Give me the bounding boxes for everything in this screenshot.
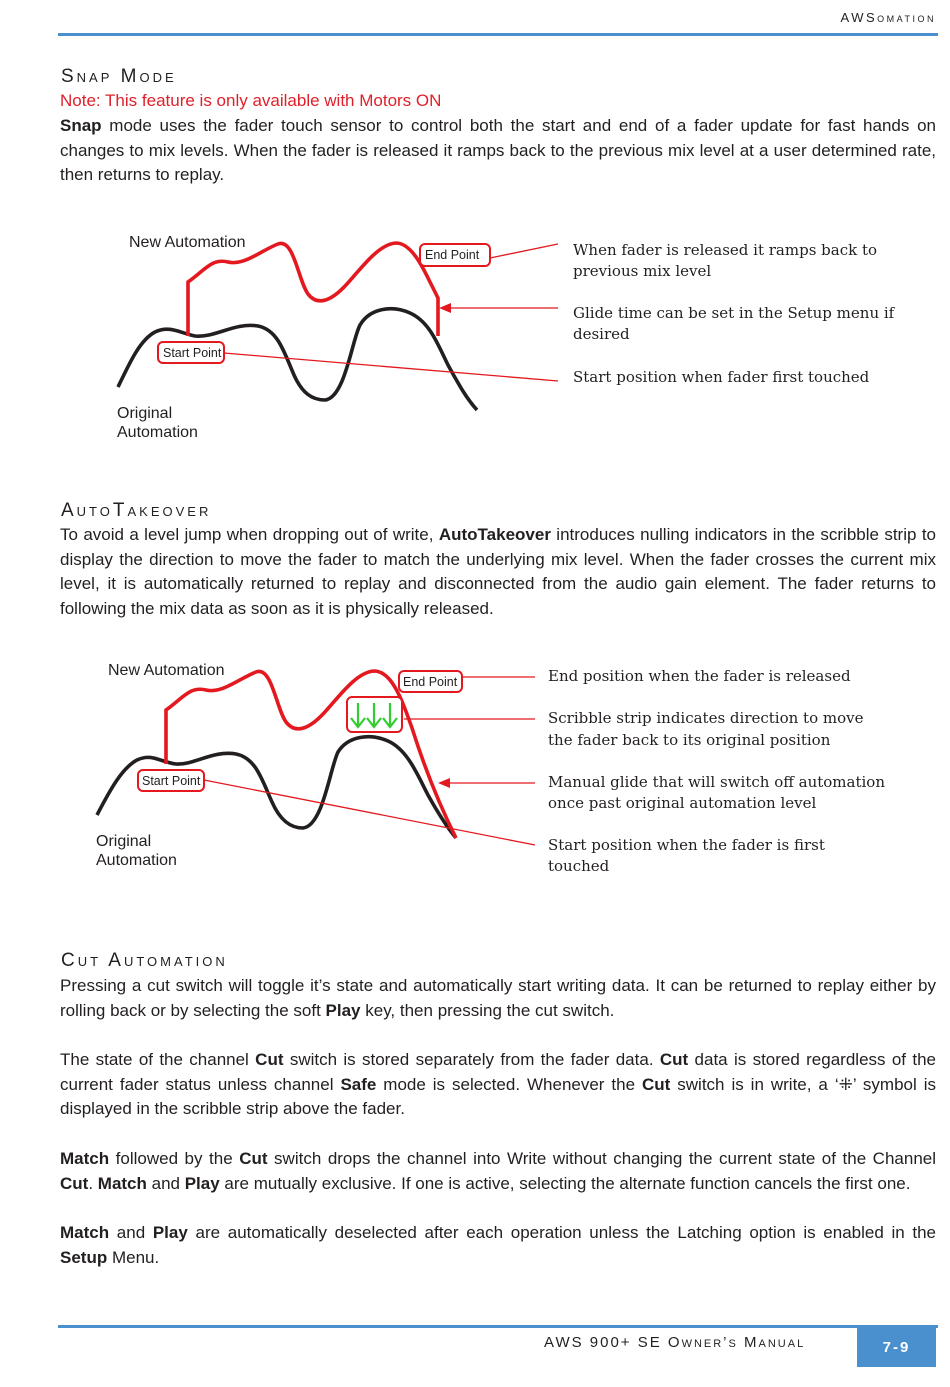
snap-callout-2a: Glide time can be set in the Setup menu if <box>573 304 895 322</box>
snap-callout-3: Start position when fader first touched <box>573 368 870 386</box>
snap-original-label-2: Automation <box>117 424 198 441</box>
snap-original-label-1: Original <box>117 405 173 422</box>
autotakeover-callout-4b: touched <box>548 857 610 875</box>
cut-p3-a: Match <box>60 1149 110 1168</box>
header-rule <box>58 33 938 36</box>
cut-p3-e: Cut <box>60 1173 89 1193</box>
autotakeover-start-point-label: Start Point <box>142 774 201 788</box>
autotakeover-paragraph <box>60 523 936 621</box>
snap-text: mode uses the fader touch sensor to control both the start and end of a fader update for fast hands on changes to mix levels. When the fader is released it ramps back to the previous mix level at a user determined rate, then returns to replay. <box>60 116 936 185</box>
cut-p2-a: The state of the channel <box>60 1050 256 1069</box>
snap-bold: Snap <box>60 116 102 135</box>
cut-p2-i: switch is in write, a ‘⁜’ symbol is displayed in the scribble strip above the fader. <box>60 1074 936 1119</box>
cut-p1-text: Pressing a cut switch will toggle it’s state and automatically start writing data. It can be returned to replay either by rolling back or by selecting the soft <box>60 976 936 1020</box>
snap-callout-1a: When fader is released it ramps back to <box>573 241 878 259</box>
cut-p4-e: Setup <box>60 1247 108 1267</box>
cut-p3-d: switch drops the channel into Write without changing the current state of the Channel <box>267 1149 937 1168</box>
cut-paragraph-3 <box>60 1147 936 1196</box>
autotakeover-callout-2b: the fader back to its original position <box>548 731 831 749</box>
cut-p4-b: and <box>109 1223 153 1242</box>
cut-p2-g: mode is selected. Whenever the <box>376 1074 642 1094</box>
cut-p3-b: followed by the <box>109 1149 240 1168</box>
autotakeover-heading: AutoTakeover <box>61 500 212 521</box>
snap-mode-diagram <box>0 225 950 455</box>
snap-mode-heading: Snap Mode <box>61 66 177 87</box>
header-brand: AWSomation <box>840 10 936 25</box>
down-arrow-icons <box>351 703 397 727</box>
autotakeover-end-point-label: End Point <box>403 675 458 689</box>
cut-paragraph-2 <box>60 1048 936 1122</box>
cut-p2-e: data is stored regardless of the current fader status unless channel <box>60 1050 936 1094</box>
cut-p2-b: Cut <box>255 1050 284 1069</box>
cut-p4-c: Play <box>152 1223 188 1242</box>
snap-new-curve <box>188 243 438 336</box>
autotakeover-diagram <box>0 655 950 885</box>
autotakeover-new-automation-label: New Automation <box>108 662 225 679</box>
cut-paragraph-1 <box>60 974 936 1023</box>
cut-p2-d: Cut <box>659 1050 689 1069</box>
autotakeover-new-curve <box>166 671 456 838</box>
autotakeover-glide-arrowhead <box>438 778 450 788</box>
cut-paragraph-4 <box>60 1221 936 1270</box>
autotakeover-callout-3b: once past original automation level <box>548 794 817 812</box>
autotakeover-callout-4a: Start position when the fader is first <box>548 836 825 854</box>
cut-p3-c: Cut <box>239 1149 268 1168</box>
cut-p3-f: . <box>88 1173 98 1193</box>
cut-p4-d: are automatically deselected after each operation unless the Latching option is enabled in the <box>187 1223 937 1242</box>
cut-p3-j: are mutually exclusive. If one is active, selecting the alternate function cancels the first one. <box>219 1173 911 1193</box>
cut-p2-f: Safe <box>340 1074 377 1094</box>
cut-p3-h: and <box>146 1173 185 1193</box>
autotakeover-text-2: introduces nulling indicators in the scribble strip to display the direction to move the fader to match the underlying mix level. When the fader crosses the current mix level, it is automatically returned to replay and disconnected from the audio gain element. The fader returns to following the mix data as soon as it is physically released. <box>60 525 936 618</box>
snap-callout-2b: desired <box>573 325 630 343</box>
snap-end-point-label: End Point <box>425 248 480 262</box>
cut-p2-h: Cut <box>642 1074 671 1094</box>
footer-rule <box>58 1325 938 1328</box>
autotakeover-bold: AutoTakeover <box>438 525 551 544</box>
cut-p2-c: switch is stored separately from the fader data. <box>283 1050 660 1069</box>
autotakeover-callout-2a: Scribble strip indicates direction to move <box>548 709 864 727</box>
cut-p4-a: Match <box>60 1223 110 1242</box>
autotakeover-text-1: To avoid a level jump when dropping out of write, <box>60 525 439 544</box>
snap-callout-1b: previous mix level <box>573 262 712 280</box>
snap-start-point-label: Start Point <box>163 346 222 360</box>
autotakeover-callout-3a: Manual glide that will switch off automation <box>548 773 885 791</box>
snap-mode-paragraph <box>60 114 936 188</box>
snap-new-automation-label: New Automation <box>129 234 246 251</box>
autotakeover-original-label-2: Automation <box>96 852 177 869</box>
autotakeover-original-label-1: Original <box>96 833 152 850</box>
snap-glide-arrowhead <box>439 303 451 313</box>
page-number-badge: 7-9 <box>857 1327 936 1367</box>
cut-automation-heading: Cut Automation <box>61 950 228 971</box>
cut-p3-i: Play <box>184 1173 220 1193</box>
snap-mode-note: Note: This feature is only available with Motors ON <box>60 91 442 110</box>
cut-p1-play: Play <box>325 1000 361 1020</box>
cut-p1-text-end: key, then pressing the cut switch. <box>360 1000 615 1020</box>
cut-p4-f: Menu. <box>107 1247 160 1267</box>
footer-manual-title: AWS 900+ SE Owner’s Manual <box>544 1334 806 1351</box>
autotakeover-callout-1: End position when the fader is released <box>548 667 851 685</box>
cut-p3-g: Match <box>97 1173 147 1193</box>
